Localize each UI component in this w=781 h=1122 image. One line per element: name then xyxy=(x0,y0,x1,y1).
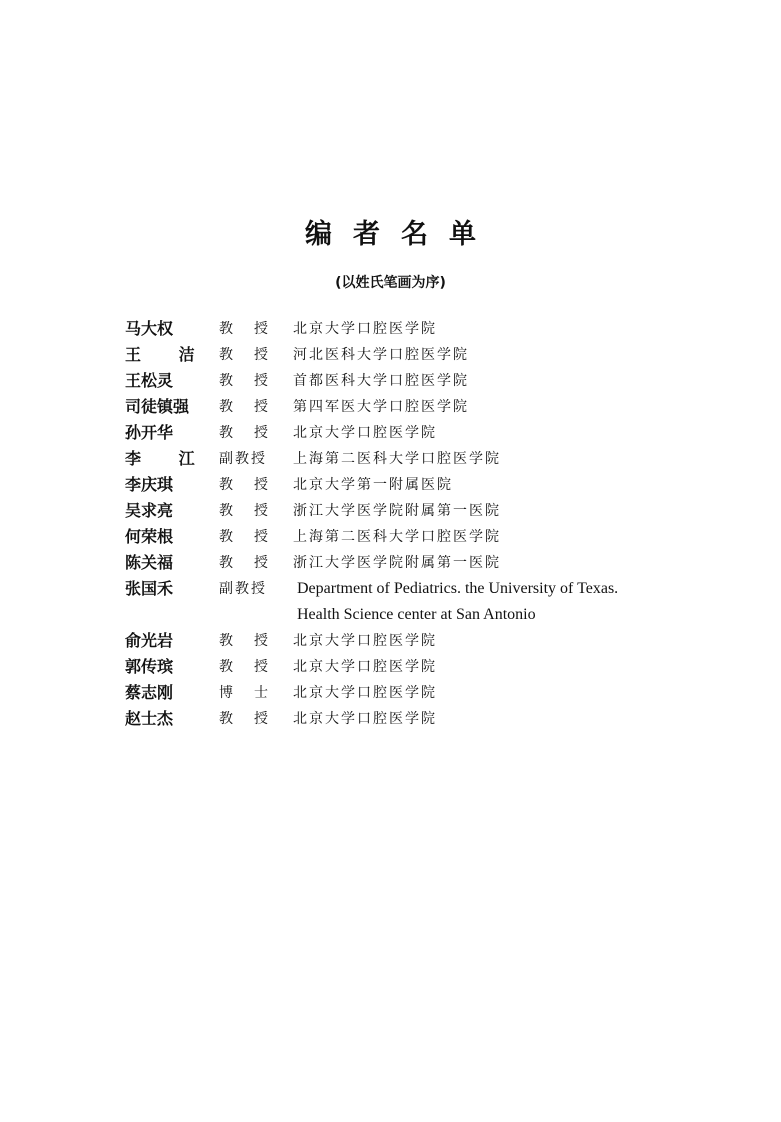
author-title: 教授 xyxy=(219,399,289,415)
author-title: 教授 xyxy=(219,529,289,545)
page-subtitle: (以姓氏笔画为序) xyxy=(335,275,446,291)
author-title: 教授 xyxy=(219,321,289,337)
author-title: 教授 xyxy=(219,711,289,727)
author-name: 李 江 xyxy=(125,449,211,468)
author-name: 陈关福 xyxy=(125,553,174,572)
author-name: 马大权 xyxy=(125,319,174,338)
author-title: 教授 xyxy=(219,633,289,649)
author-title: 教授 xyxy=(219,347,289,363)
author-title: 教授 xyxy=(219,503,289,519)
author-row xyxy=(125,706,725,732)
author-institution: 北京大学口腔医学院 xyxy=(293,425,437,441)
author-title: 教授 xyxy=(219,477,289,493)
author-title: 教授 xyxy=(219,373,289,389)
author-row xyxy=(125,420,725,446)
author-row xyxy=(125,316,725,342)
author-institution: 第四军医大学口腔医学院 xyxy=(293,399,469,415)
page-title: 编者名单 xyxy=(305,219,497,250)
author-institution: 北京大学第一附属医院 xyxy=(293,477,453,493)
author-name: 何荣根 xyxy=(125,527,174,546)
author-institution: 北京大学口腔医学院 xyxy=(293,321,437,337)
author-row xyxy=(125,498,725,524)
author-institution: 上海第二医科大学口腔医学院 xyxy=(293,451,501,467)
author-name: 王松灵 xyxy=(125,371,174,390)
author-row xyxy=(125,550,725,576)
author-name: 赵士杰 xyxy=(125,709,174,728)
author-title: 教授 xyxy=(219,659,289,675)
author-list xyxy=(125,316,725,732)
author-name: 王 洁 xyxy=(125,345,211,364)
author-name: 郭传瑸 xyxy=(125,657,174,676)
author-title: 副教授 xyxy=(219,581,267,597)
author-name: 蔡志刚 xyxy=(125,683,174,702)
author-institution: 首都医科大学口腔医学院 xyxy=(293,373,469,389)
author-institution: 河北医科大学口腔医学院 xyxy=(293,347,469,363)
author-title: 博士 xyxy=(219,685,289,701)
author-institution: 北京大学口腔医学院 xyxy=(293,633,437,649)
author-institution: 浙江大学医学院附属第一医院 xyxy=(293,503,501,519)
author-institution: 北京大学口腔医学院 xyxy=(293,685,437,701)
author-row xyxy=(125,368,725,394)
author-institution xyxy=(297,576,717,628)
author-title: 教授 xyxy=(219,555,289,571)
author-row xyxy=(125,446,725,472)
author-row xyxy=(125,524,725,550)
author-row xyxy=(125,394,725,420)
author-institution: 浙江大学医学院附属第一医院 xyxy=(293,555,501,571)
author-name: 孙开华 xyxy=(125,423,174,442)
author-row xyxy=(125,680,725,706)
author-title: 副教授 xyxy=(219,451,267,467)
author-name: 吴求亮 xyxy=(125,501,174,520)
author-row xyxy=(125,472,725,498)
author-row xyxy=(125,628,725,654)
author-name: 张国禾 xyxy=(125,579,174,598)
author-row xyxy=(125,576,725,628)
author-institution: 上海第二医科大学口腔医学院 xyxy=(293,529,501,545)
author-institution: 北京大学口腔医学院 xyxy=(293,711,437,727)
author-name: 李庆琪 xyxy=(125,475,174,494)
author-name: 俞光岩 xyxy=(125,631,174,650)
author-name: 司徒镇强 xyxy=(125,397,190,416)
author-row xyxy=(125,654,725,680)
author-institution-line: Health Science center at San Antonio xyxy=(297,606,536,623)
author-title: 教授 xyxy=(219,425,289,441)
author-institution-line: Department of Pediatrics. the University of Texas. xyxy=(297,580,619,597)
author-institution: 北京大学口腔医学院 xyxy=(293,659,437,675)
author-row xyxy=(125,342,725,368)
